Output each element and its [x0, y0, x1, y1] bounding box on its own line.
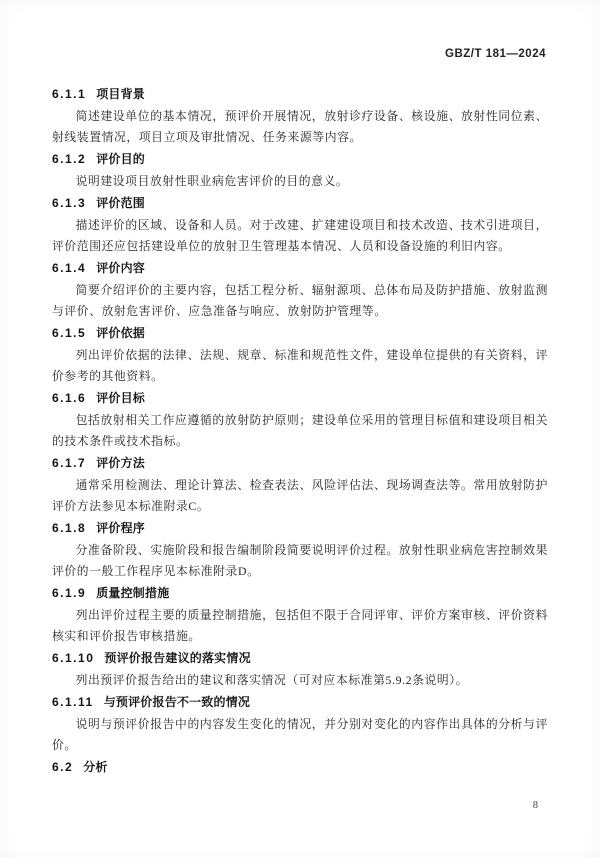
- section-title: 评价程序: [96, 521, 146, 535]
- section-paragraph: 描述评价的区域、设备和人员。对于改建、扩建建设项目和技术改造、技术引进项目，评价范围还应包括建设单位的放射卫生管理基本情况、人员和设备设施的利旧内容。: [52, 218, 548, 253]
- section-title: 质量控制措施: [96, 586, 170, 600]
- section-number: 6.1.4: [52, 261, 87, 275]
- section-number: 6.1.6: [52, 391, 87, 405]
- section-title: 评价内容: [96, 261, 146, 275]
- section-6-1-10: [52, 648, 548, 691]
- section-title: 项目背景: [96, 87, 146, 101]
- section-number: 6.1.7: [52, 456, 87, 470]
- section-6-1-5: [52, 323, 548, 387]
- section-heading: [52, 453, 548, 474]
- page-number: 8: [532, 800, 538, 811]
- section-6-1-11: [52, 692, 548, 756]
- section-paragraph: 通常采用检测法、理论计算法、检查表法、风险评估法、现场调查法等。常用放射防护评价方法参见本标准附录C。: [52, 478, 548, 513]
- section-title: 评价方法: [96, 456, 146, 470]
- section-paragraph: 列出预评价报告给出的建议和落实情况（可对应本标准第5.9.2条说明）。: [75, 673, 469, 687]
- section-heading: [52, 692, 548, 713]
- section-paragraph: 包括放射相关工作应遵循的放射防护原则；建设单位采用的管理目标值和建设项目相关的技术条件或技术指标。: [52, 413, 548, 448]
- section-paragraph: 简要介绍评价的主要内容，包括工程分析、辐射源项、总体布局及防护措施、放射监测与评价、放射危害评价、应急准备与响应、放射防护管理等。: [52, 283, 548, 318]
- section-number: 6.1.3: [52, 196, 87, 210]
- section-number: 6.1.5: [52, 326, 87, 340]
- section-6-1-1: [52, 84, 548, 148]
- section-paragraph: 说明建设项目放射性职业病危害评价的目的意义。: [75, 174, 349, 188]
- section-6-1-9: [52, 583, 548, 647]
- section-heading: [52, 518, 548, 539]
- section-heading: [52, 193, 548, 214]
- section-paragraph: 列出评价过程主要的质量控制措施，包括但不限于合同评审、评价方案审核、评价资料核实和评价报告审核措施。: [52, 608, 548, 643]
- section-title: 与预评价报告不一致的情况: [103, 695, 251, 709]
- section-title: 分析: [83, 760, 108, 774]
- section-6-1-4: [52, 258, 548, 322]
- section-6-1-3: [52, 193, 548, 257]
- section-paragraph: 说明与预评价报告中的内容发生变化的情况，并分别对变化的内容作出具体的分析与评价。: [52, 717, 548, 752]
- section-6-2: [52, 757, 548, 778]
- section-6-1-8: [52, 518, 548, 582]
- section-6-1-6: [52, 388, 548, 452]
- document-body: [52, 84, 548, 778]
- section-number: 6.1.2: [52, 152, 87, 166]
- section-heading: [52, 258, 548, 279]
- section-number: 6.1.9: [52, 586, 87, 600]
- section-number: 6.1.11: [52, 695, 94, 709]
- section-title: 评价依据: [96, 326, 146, 340]
- section-number: 6.1.10: [52, 651, 95, 665]
- section-6-1-2: [52, 149, 548, 192]
- section-heading: [52, 583, 548, 604]
- section-title: 评价目标: [96, 391, 146, 405]
- section-paragraph: 列出评价依据的法律、法规、规章、标准和规范性文件，建设单位提供的有关资料，评价参考的其他资料。: [52, 348, 548, 383]
- section-title: 预评价报告建议的落实情况: [104, 651, 251, 665]
- section-paragraph: 简述建设单位的基本情况，预评价开展情况，放射诊疗设备、核设施、放射性同位素、射线装置情况，项目立项及审批情况、任务来源等内容。: [52, 109, 548, 144]
- section-number: 6.1.8: [52, 521, 87, 535]
- section-title: 评价目的: [96, 152, 146, 166]
- section-heading: [52, 323, 548, 344]
- section-heading: [52, 149, 548, 170]
- section-heading: [52, 84, 548, 105]
- section-number: 6.1.1: [52, 87, 87, 101]
- standard-reference-header: GBZ/T 181—2024: [445, 48, 546, 60]
- section-paragraph: 分准备阶段、实施阶段和报告编制阶段简要说明评价过程。放射性职业病危害控制效果评价的一般工作程序见本标准附录D。: [52, 543, 548, 578]
- section-6-1-7: [52, 453, 548, 517]
- section-heading: [52, 648, 548, 669]
- section-title: 评价范围: [96, 196, 146, 210]
- section-heading: [52, 757, 548, 778]
- section-number: 6.2: [52, 760, 74, 774]
- section-heading: [52, 388, 548, 409]
